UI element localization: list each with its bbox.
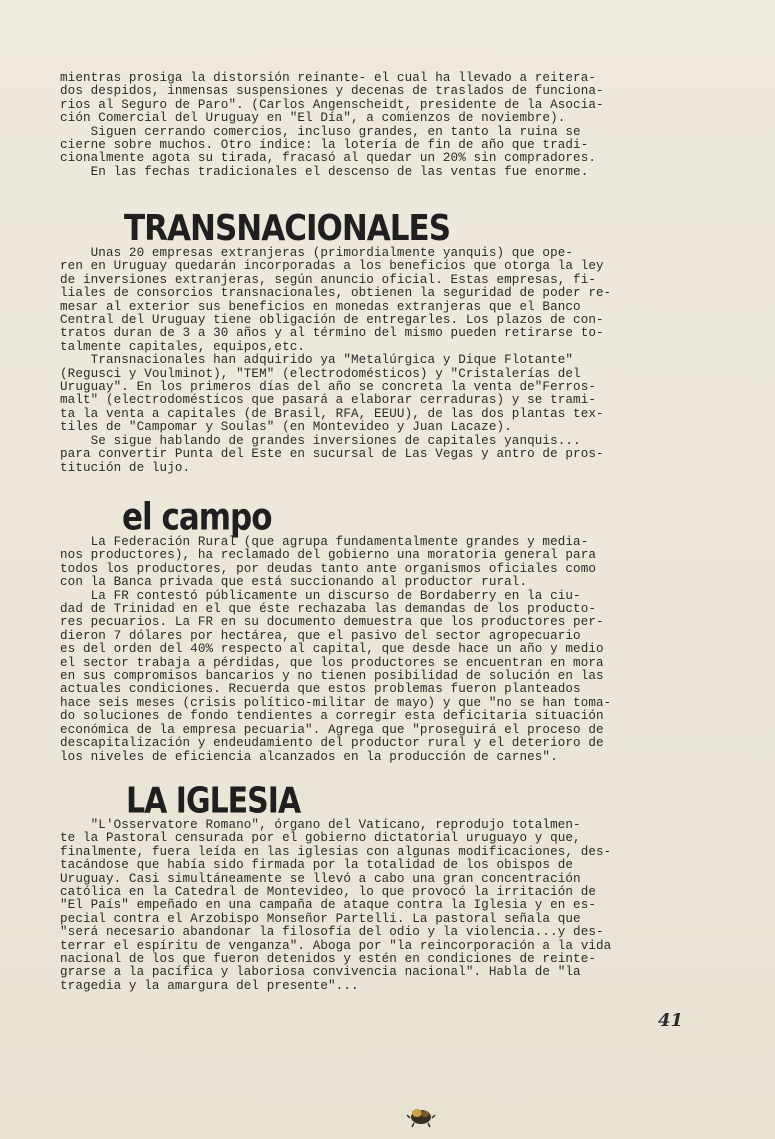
heading-transnacionales: TRANSNACIONALES [124, 208, 451, 250]
page-number: 41 [658, 1010, 684, 1031]
heading-la-iglesia: LA IGLESIA [126, 780, 301, 822]
campo-paragraph: La Federación Rural (que agrupa fundamentalmente grandes y media- nos productores), ha reclamado del gobierno una moratoria general para todos los productores, por deudas tanto ante organismos oficiales como con la Banca privada que está succionando al productor rural. La FR contestó públicamente un discurso de Bordaberry en la ciu- dad de Trinidad en el que éste rechazaba las demandas de los producto- res pecuarios. La FR en su documento demuestra que los productores per- dieron 7 dólares por hectárea, que el pasivo del sector agropecuario es del orden del 40% respecto al capital, que desde hace un año y medio el sector trabaja a pérdidas, que los productores se encuentran en mora en sus compromisos bancarios y no tienen posibilidad de solución en las actuales condiciones. Recuerda que estos problemas fueron planteados hace seis meses (crisis político-militar de mayo) y que "no se han toma- do soluciones de fondo tendientes a corregir esta deficitaria situación económica de la empresa pecuaria". Agrega que "proseguirá el proceso de descapitalización y endeudamiento del productor rural y el deterioro de los niveles de eficiencia alcanzados en la producción de carnes". [60, 535, 612, 764]
intro-paragraph: mientras prosiga la distorsión reinante- el cual ha llevado a reitera- dos despidos, inmensas suspensiones y decenas de traslados de funciona- rios al Seguro de Paro". (Carlos Angenscheidt, presidente de la Asocia- ción Comercial del Uruguay en "El Día", a comienzos de noviembre). Siguen cerrando comercios, incluso grandes, en tanto la ruina se cierne sobre muchos. Otro índice: la lotería de fin de año que tradi- cionalmente agota su tirada, fracasó al quedar un 20% sin compradores. En las fechas tradicionales el descenso de las ventas fue enorme. [60, 71, 604, 179]
printer-ornament-icon [406, 1104, 436, 1128]
transnacionales-paragraph: Unas 20 empresas extranjeras (primordialmente yanquis) que ope- ren en Uruguay quedarán incorporadas a los beneficios que otorga la ley de inversiones extranjeras, según anuncio oficial. Estas empresas, fi- liales de consorcios transnacionales, obtienen la seguridad de poder re- mesar al exterior sus beneficios en monedas extranjeras que el Banco Central del Uruguay tiene obligación de entregarles. Los plazos de con- tratos duran de 3 a 30 años y al término del mismo pueden retirarse to- talmente capitales, equipos,etc. Transnacionales han adquirido ya "Metalúrgica y Dique Flotante" (Regusci y Voulminot), "TEM" (electrodomésticos) y "Cristalerías del Uruguay". En los primeros días del año se concreta la venta de"Ferros- malt" (electrodomésticos que pasará a elaborar cerraduras) y se trami- ta la venta a capitales (de Brasil, RFA, EEUU), de las dos plantas tex- tiles de "Campomar y Soulas" (en Montevideo y Juan Lacaze). Se sigue hablando de grandes inversiones de capitales yanquis... para convertir Punta del Este en sucursal de Las Vegas y antro de pros- titución de lujo. [60, 246, 612, 475]
iglesia-paragraph: "L'Osservatore Romano", órgano del Vaticano, reprodujo totalmen- te la Pastoral censurada por el gobierno dictatorial uruguayo y que, finalmente, fuera leída en las iglesias con algunas modificaciones, des- tacándose que había sido firmada por la totalidad de los obispos de Uruguay. Casi simultáneamente se llevó a cabo una gran concentración católica en la Catedral de Montevideo, lo que provocó la irritación de "El País" empeñado en una campaña de ataque contra la Iglesia y en es- pecial contra el Arzobispo Monseñor Partelli. La pastoral señala que "será necesario abandonar la filosofía del odio y la violencia...y des- terrar el espíritu de venganza". Aboga por "la reincorporación a la vida nacional de los que fueron detenidos y estén en condiciones de reinte- grarse a la pacífica y laboriosa convivencia nacional". Habla de "la tragedia y la amargura del presente"... [60, 818, 612, 993]
heading-el-campo: el campo [122, 496, 272, 540]
